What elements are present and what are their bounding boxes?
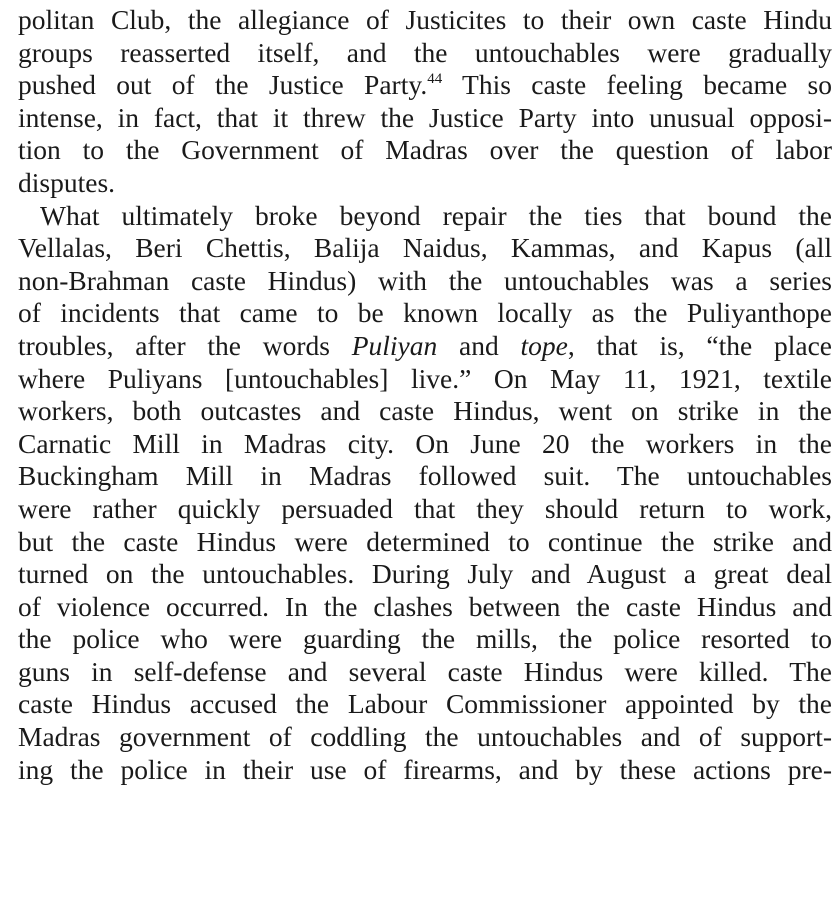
- italic-term-tope: tope: [520, 329, 568, 361]
- text-line: disputes.: [18, 166, 116, 198]
- text-line: caste Hindus accused the Labour Commissioner appointed by the: [18, 688, 832, 720]
- text-segment: , that is, “the place: [567, 329, 832, 361]
- paragraph-2: [18, 200, 832, 787]
- text-line: Vellalas, Beri Chettis, Balija Naidus, Kammas, and Kapus (all: [18, 232, 832, 264]
- text-line: turned on the untouchables. During July and August a great deal: [18, 558, 832, 590]
- text-line: [18, 330, 832, 363]
- text-line: What ultimately broke beyond repair the ties that bound the: [40, 199, 832, 231]
- page-text: [18, 4, 832, 786]
- text-line: of violence occurred. In the clashes between the caste Hindus and: [18, 590, 832, 622]
- text-line: but the caste Hindus were determined to continue the strike and: [18, 525, 832, 557]
- paragraph-1: [18, 4, 832, 200]
- text-line: where Puliyans [untouchables] live.” On May 11, 1921, textile: [18, 362, 832, 394]
- text-line: tion to the Government of Madras over the question of labor: [18, 134, 832, 166]
- text-line: were rather quickly persuaded that they should return to work,: [18, 492, 832, 524]
- text-line: Carnatic Mill in Madras city. On June 20 the workers in the: [18, 427, 832, 459]
- text-line: Madras government of coddling the untouchables and of support-: [18, 721, 832, 753]
- text-line: of incidents that came to be known locally as the Puliyanthope: [18, 297, 832, 329]
- text-line: intense, in fact, that it threw the Justice Party into unusual opposi-: [18, 101, 832, 133]
- text-line: non-Brahman caste Hindus) with the untouchables was a series: [18, 264, 832, 296]
- text-line: groups reasserted itself, and the untouchables were gradually: [18, 36, 832, 68]
- text-line: workers, both outcastes and caste Hindus, went on strike in the: [18, 395, 832, 427]
- text-segment: pushed out of the Justice Party.: [18, 69, 428, 101]
- text-line: [18, 69, 832, 102]
- footnote-marker: 44: [427, 71, 443, 88]
- text-segment: and: [437, 329, 521, 361]
- text-line: guns in self-defense and several caste Hindus were killed. The: [18, 655, 832, 687]
- text-segment: This caste feeling became so: [442, 69, 832, 101]
- text-line: the police who were guarding the mills, the police resorted to: [18, 623, 832, 655]
- italic-term-puliyan: Puliyan: [351, 329, 438, 361]
- text-segment: troubles, after the words: [18, 329, 352, 361]
- text-line: ing the police in their use of firearms, and by these actions pre-: [18, 753, 832, 785]
- text-line: Buckingham Mill in Madras followed suit. The untouchables: [18, 460, 832, 492]
- text-line: politan Club, the allegiance of Justicites to their own caste Hindu: [18, 4, 832, 35]
